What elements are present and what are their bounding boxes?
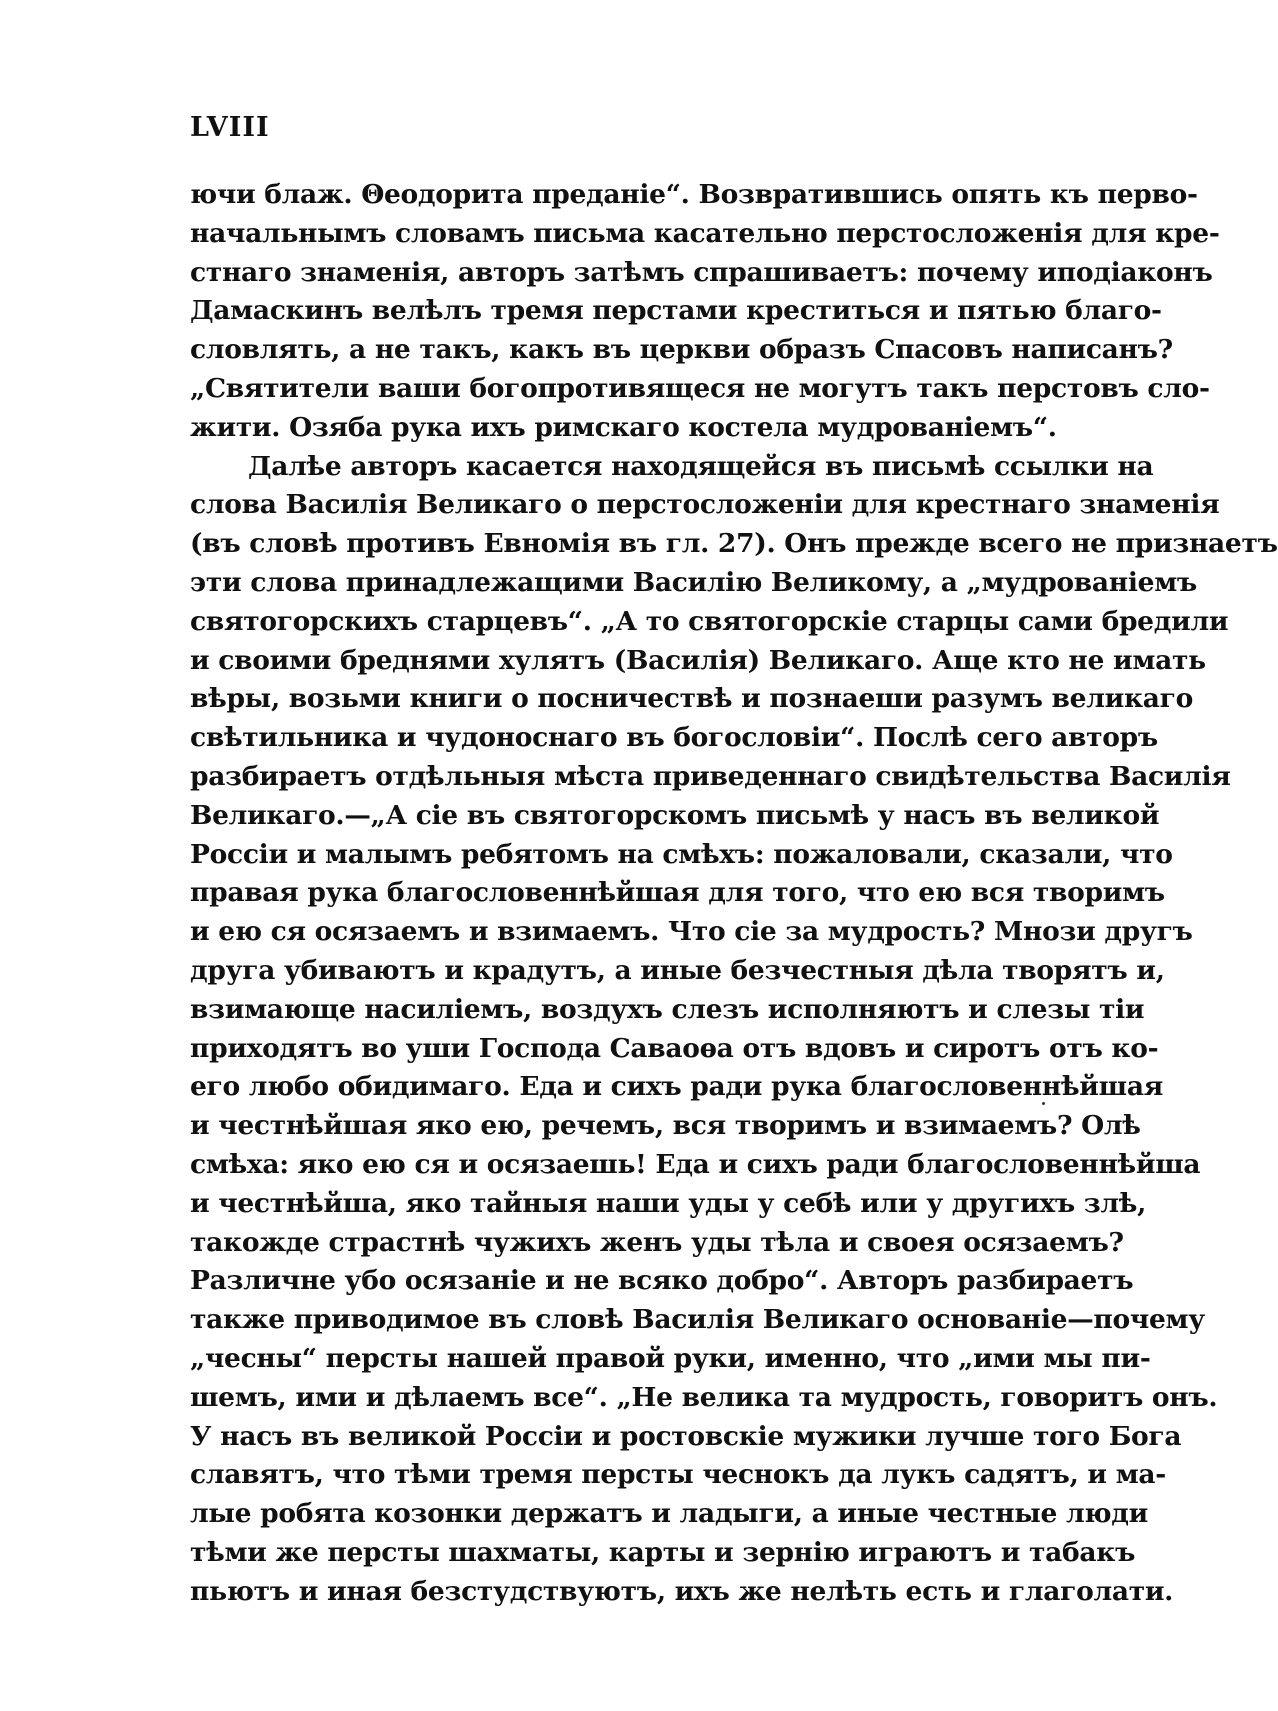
page-number: LVIII bbox=[190, 112, 270, 143]
text-line: и честнѣйша, яко тайныя наши уды у себѣ или у другихъ злѣ, bbox=[190, 1187, 1147, 1219]
text-line: пьютъ и иная безстудствуютъ, ихъ же нелѣть есть и глаголати. bbox=[190, 1575, 1174, 1607]
text-line: жити. Озяба рука ихъ римскаго костела мудрованіемъ“. bbox=[190, 411, 1057, 443]
text-line: лые робята козонки держатъ и ладыги, а иные честные люди bbox=[190, 1498, 1149, 1530]
text-line: разбираетъ отдѣльныя мѣста приведеннаго свидѣтельства Василія bbox=[190, 760, 1231, 792]
text-line: слова Василія Великаго о перстосложеніи для крестнаго знаменія bbox=[190, 489, 1220, 521]
text-line: тѣми же персты шахматы, карты и зернію играютъ и табакъ bbox=[190, 1536, 1136, 1568]
text-line: „чесны“ персты нашей правой руки, именно, что „ими мы пи- bbox=[190, 1342, 1151, 1374]
text-line: Далѣе авторъ касается находящейся въ письмѣ ссылки на bbox=[248, 450, 1154, 482]
text-line: взимающе насиліемъ, воздухъ слезъ исполняютъ и слезы тіи bbox=[190, 993, 1145, 1025]
text-line: „Святители ваши богопротивящеся не могутъ такъ перстовъ сло- bbox=[190, 372, 1210, 404]
body-text bbox=[190, 176, 1278, 1611]
text-line: эти слова принадлежащими Василію Великому, а „мудрованіемъ bbox=[190, 566, 1197, 598]
text-line: стнаго знаменія, авторъ затѣмъ спрашиваетъ: почему иподіаконъ bbox=[190, 256, 1213, 288]
text-line: Дамаскинъ велѣлъ тремя перстами креститься и пятью благо- bbox=[190, 295, 1162, 327]
text-line: его любо обидимаго. Еда и сихъ ради рука благословеннѣйшая bbox=[190, 1071, 1163, 1103]
text-line: шемъ, ими и дѣлаемъ все“. „Не велика та мудрость, говоритъ онъ. bbox=[190, 1381, 1218, 1413]
text-line: ючи блаж. Θеодорита преданіе“. Возвратившись опять къ перво- bbox=[190, 179, 1198, 210]
text-line: начальнымъ словамъ письма касательно перстосложенія для кре- bbox=[190, 217, 1220, 249]
text-line: (въ словѣ противъ Евномія въ гл. 27). Онъ прежде всего не признаетъ bbox=[190, 528, 1278, 560]
text-line: У насъ въ великой Россіи и ростовскіе мужики лучше того Бога bbox=[190, 1420, 1182, 1452]
text-line: славятъ, что тѣми тремя персты чеснокъ да лукъ садятъ, и ма- bbox=[190, 1459, 1166, 1491]
paragraph bbox=[190, 448, 1278, 1612]
scan-speck bbox=[1042, 1102, 1045, 1105]
text-line: смѣха: яко ею ся и осязаешь! Еда и сихъ ради благословеннѣйша bbox=[190, 1148, 1201, 1180]
text-line: приходятъ во уши Господа Саваоѳа отъ вдовъ и сиротъ отъ ко- bbox=[190, 1032, 1159, 1064]
text-line: друга убиваютъ и крадутъ, а иные безчестныя дѣла творятъ и, bbox=[190, 954, 1165, 986]
text-line: правая рука благословеннѣйшая для того, что ею вся творимъ bbox=[190, 877, 1165, 909]
text-line: Россіи и малымъ ребятомъ на смѣхъ: пожаловали, сказали, что bbox=[190, 838, 1173, 870]
text-line: и своими бреднями хулятъ (Василія) Великаго. Аще кто не имать bbox=[190, 644, 1206, 676]
text-line: Великаго.—„А сіе въ святогорскомъ письмѣ у насъ въ великой bbox=[190, 799, 1160, 831]
text-line: также приводимое въ словѣ Василія Великаго основаніе—почему bbox=[190, 1304, 1205, 1336]
paragraph bbox=[190, 176, 1220, 448]
text-line: и честнѣйшая яко ею, речемъ, вся творимъ и взимаемъ? Олѣ bbox=[190, 1110, 1141, 1142]
text-line: свѣтильника и чудоноснаго въ богословіи“. Послѣ сего авторъ bbox=[190, 722, 1158, 754]
text-line: такожде страстнѣ чужихъ женъ уды тѣла и своея осязаемъ? bbox=[190, 1226, 1124, 1258]
text-line: словлять, а не такъ, какъ въ церкви образъ Спасовъ написанъ? bbox=[190, 334, 1173, 366]
text-line: святогорскихъ старцевъ“. „А то святогорскіе старцы сами бредили bbox=[190, 605, 1229, 637]
text-line: Различне убо осязаніе и не всяко добро“. Авторъ разбираетъ bbox=[190, 1265, 1134, 1297]
text-line: и ею ся осязаемъ и взимаемъ. Что сіе за мудрость? Мнози другъ bbox=[190, 916, 1193, 948]
text-line: вѣры, возьми книги о посничествѣ и познаеши разумъ великаго bbox=[190, 683, 1193, 715]
